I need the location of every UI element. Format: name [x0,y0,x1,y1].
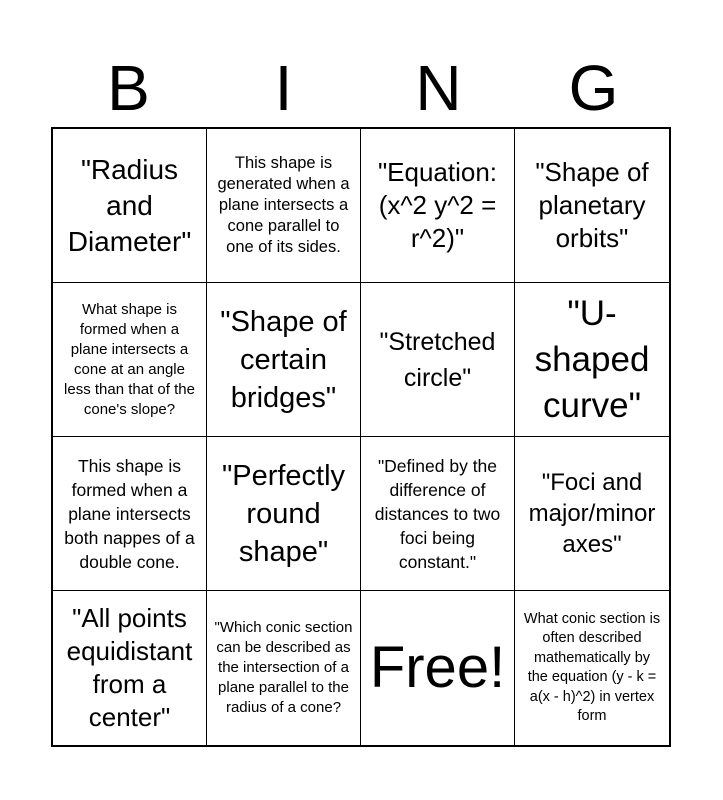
bingo-cell-i4[interactable] [207,591,361,745]
bingo-cell-b3[interactable] [53,437,207,591]
cell-text: "Perfectly round shape" [221,459,346,568]
bingo-cell-g2[interactable] [515,283,669,437]
cell-text: "Foci and major/minor axes" [528,469,656,558]
cell-text: "Shape of planetary orbits" [535,157,649,253]
bingo-cell-b2[interactable] [53,283,207,437]
bingo-cell-i1[interactable] [207,129,361,283]
bingo-cell-n3[interactable] [361,437,515,591]
bingo-cell-i2[interactable] [207,283,361,437]
bingo-cell-i3[interactable] [207,437,361,591]
bingo-cell-g3[interactable] [515,437,669,591]
cell-text: "Radius and Diameter" [67,153,192,257]
cell-text: "U-shaped curve" [534,293,650,425]
cell-text: "Stretched circle" [379,327,496,392]
cell-text: This shape is formed when a plane intersects both nappes of a double cone. [64,455,195,572]
header-letter-n: N [415,52,462,124]
header-letter-b: B [107,52,150,124]
cell-text: What shape is formed when a plane intersects a cone at an angle less than that of the cone's slope? [64,300,195,418]
header-letter-i: I [274,52,293,124]
free-space-label: Free! [369,635,506,700]
bingo-cell-g4[interactable] [515,591,669,745]
cell-text: "Defined by the difference of distances to two foci being constant." [374,455,501,572]
bingo-card-grid [51,127,671,747]
cell-text: "Equation: (x^2 y^2 = r^2)" [377,157,498,253]
cell-text: "All points equidistant from a center" [66,603,193,732]
cell-text: What conic section is often described mathematically by the equation (y - k = a(x - h)^2) in vertex form [523,610,661,724]
cell-text: "Which conic section can be described as the intersection of a plane parallel to the radius of a cone? [214,619,353,716]
bingo-cell-n2[interactable] [361,283,515,437]
cell-text: This shape is generated when a plane intersects a cone parallel to one of its sides. [217,154,350,256]
cell-text: "Shape of certain bridges" [220,305,347,414]
bingo-cell-g1[interactable] [515,129,669,283]
free-space-cell[interactable] [361,591,515,745]
bingo-header [51,48,671,128]
bingo-cell-b4[interactable] [53,591,207,745]
bingo-cell-b1[interactable] [53,129,207,283]
bingo-cell-n1[interactable] [361,129,515,283]
header-letter-g: G [568,52,619,124]
